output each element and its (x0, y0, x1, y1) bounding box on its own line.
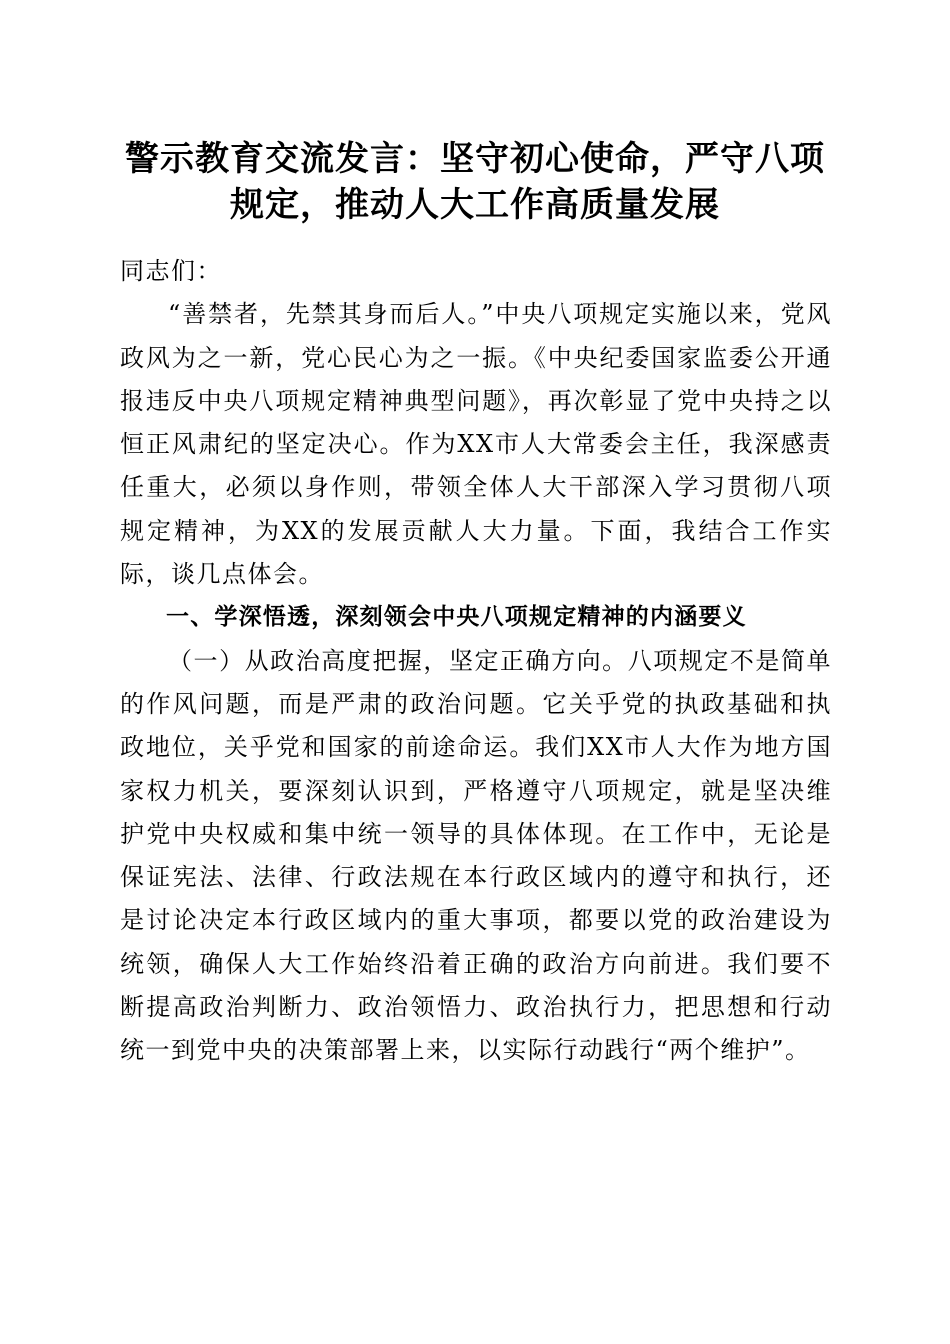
document-body (120, 250, 832, 1073)
document-title (110, 136, 840, 228)
salutation: 同志们： (120, 257, 222, 285)
title-line-2: 规定，推动人大工作高质量发展 (230, 185, 720, 225)
section-heading-1: 一、学深悟透，深刻领会中央八项规定精神的内涵要义 (166, 604, 747, 631)
title-line-1: 警示教育交流发言：坚守初心使命，严守八项 (125, 139, 825, 179)
subsection-paragraph-1: （一）从政治高度把握，坚定正确方向。八项规定不是简单的作风问题，而是严肃的政治问题。它关乎党的执政基础和执政地位，关乎党和国家的前途命运。我们XX市人大作为地方国家权力机关，要深刻认识到，严格遵守八项规定，就是坚决维护党中央权威和集中统一领导的具体体现。在工作中，无论是保证宪法、法律、行政法规在本行政区域内的遵守和执行，还是讨论决定本行政区域内的重大事项，都要以党的政治建设为统领，确保人大工作始终沿着正确的政治方向前进。我们要不断提高政治判断力、政治领悟力、政治执行力，把思想和行动统一到党中央的决策部署上来，以实际行动践行“两个维护”。 (120, 646, 832, 1065)
opening-paragraph: “善禁者，先禁其身而后人。”中央八项规定实施以来，党风政风为之一新，党心民心为之一振。《中央纪委国家监委公开通报违反中央八项规定精神典型问题》，再次彰显了党中央持之以恒正风肃纪的坚定决心。作为XX市人大常委会主任，我深感责任重大，必须以身作则，带领全体人大干部深入学习贯彻八项规定精神，为XX的发展贡献人大力量。下面，我结合工作实际，谈几点体会。 (120, 300, 832, 589)
